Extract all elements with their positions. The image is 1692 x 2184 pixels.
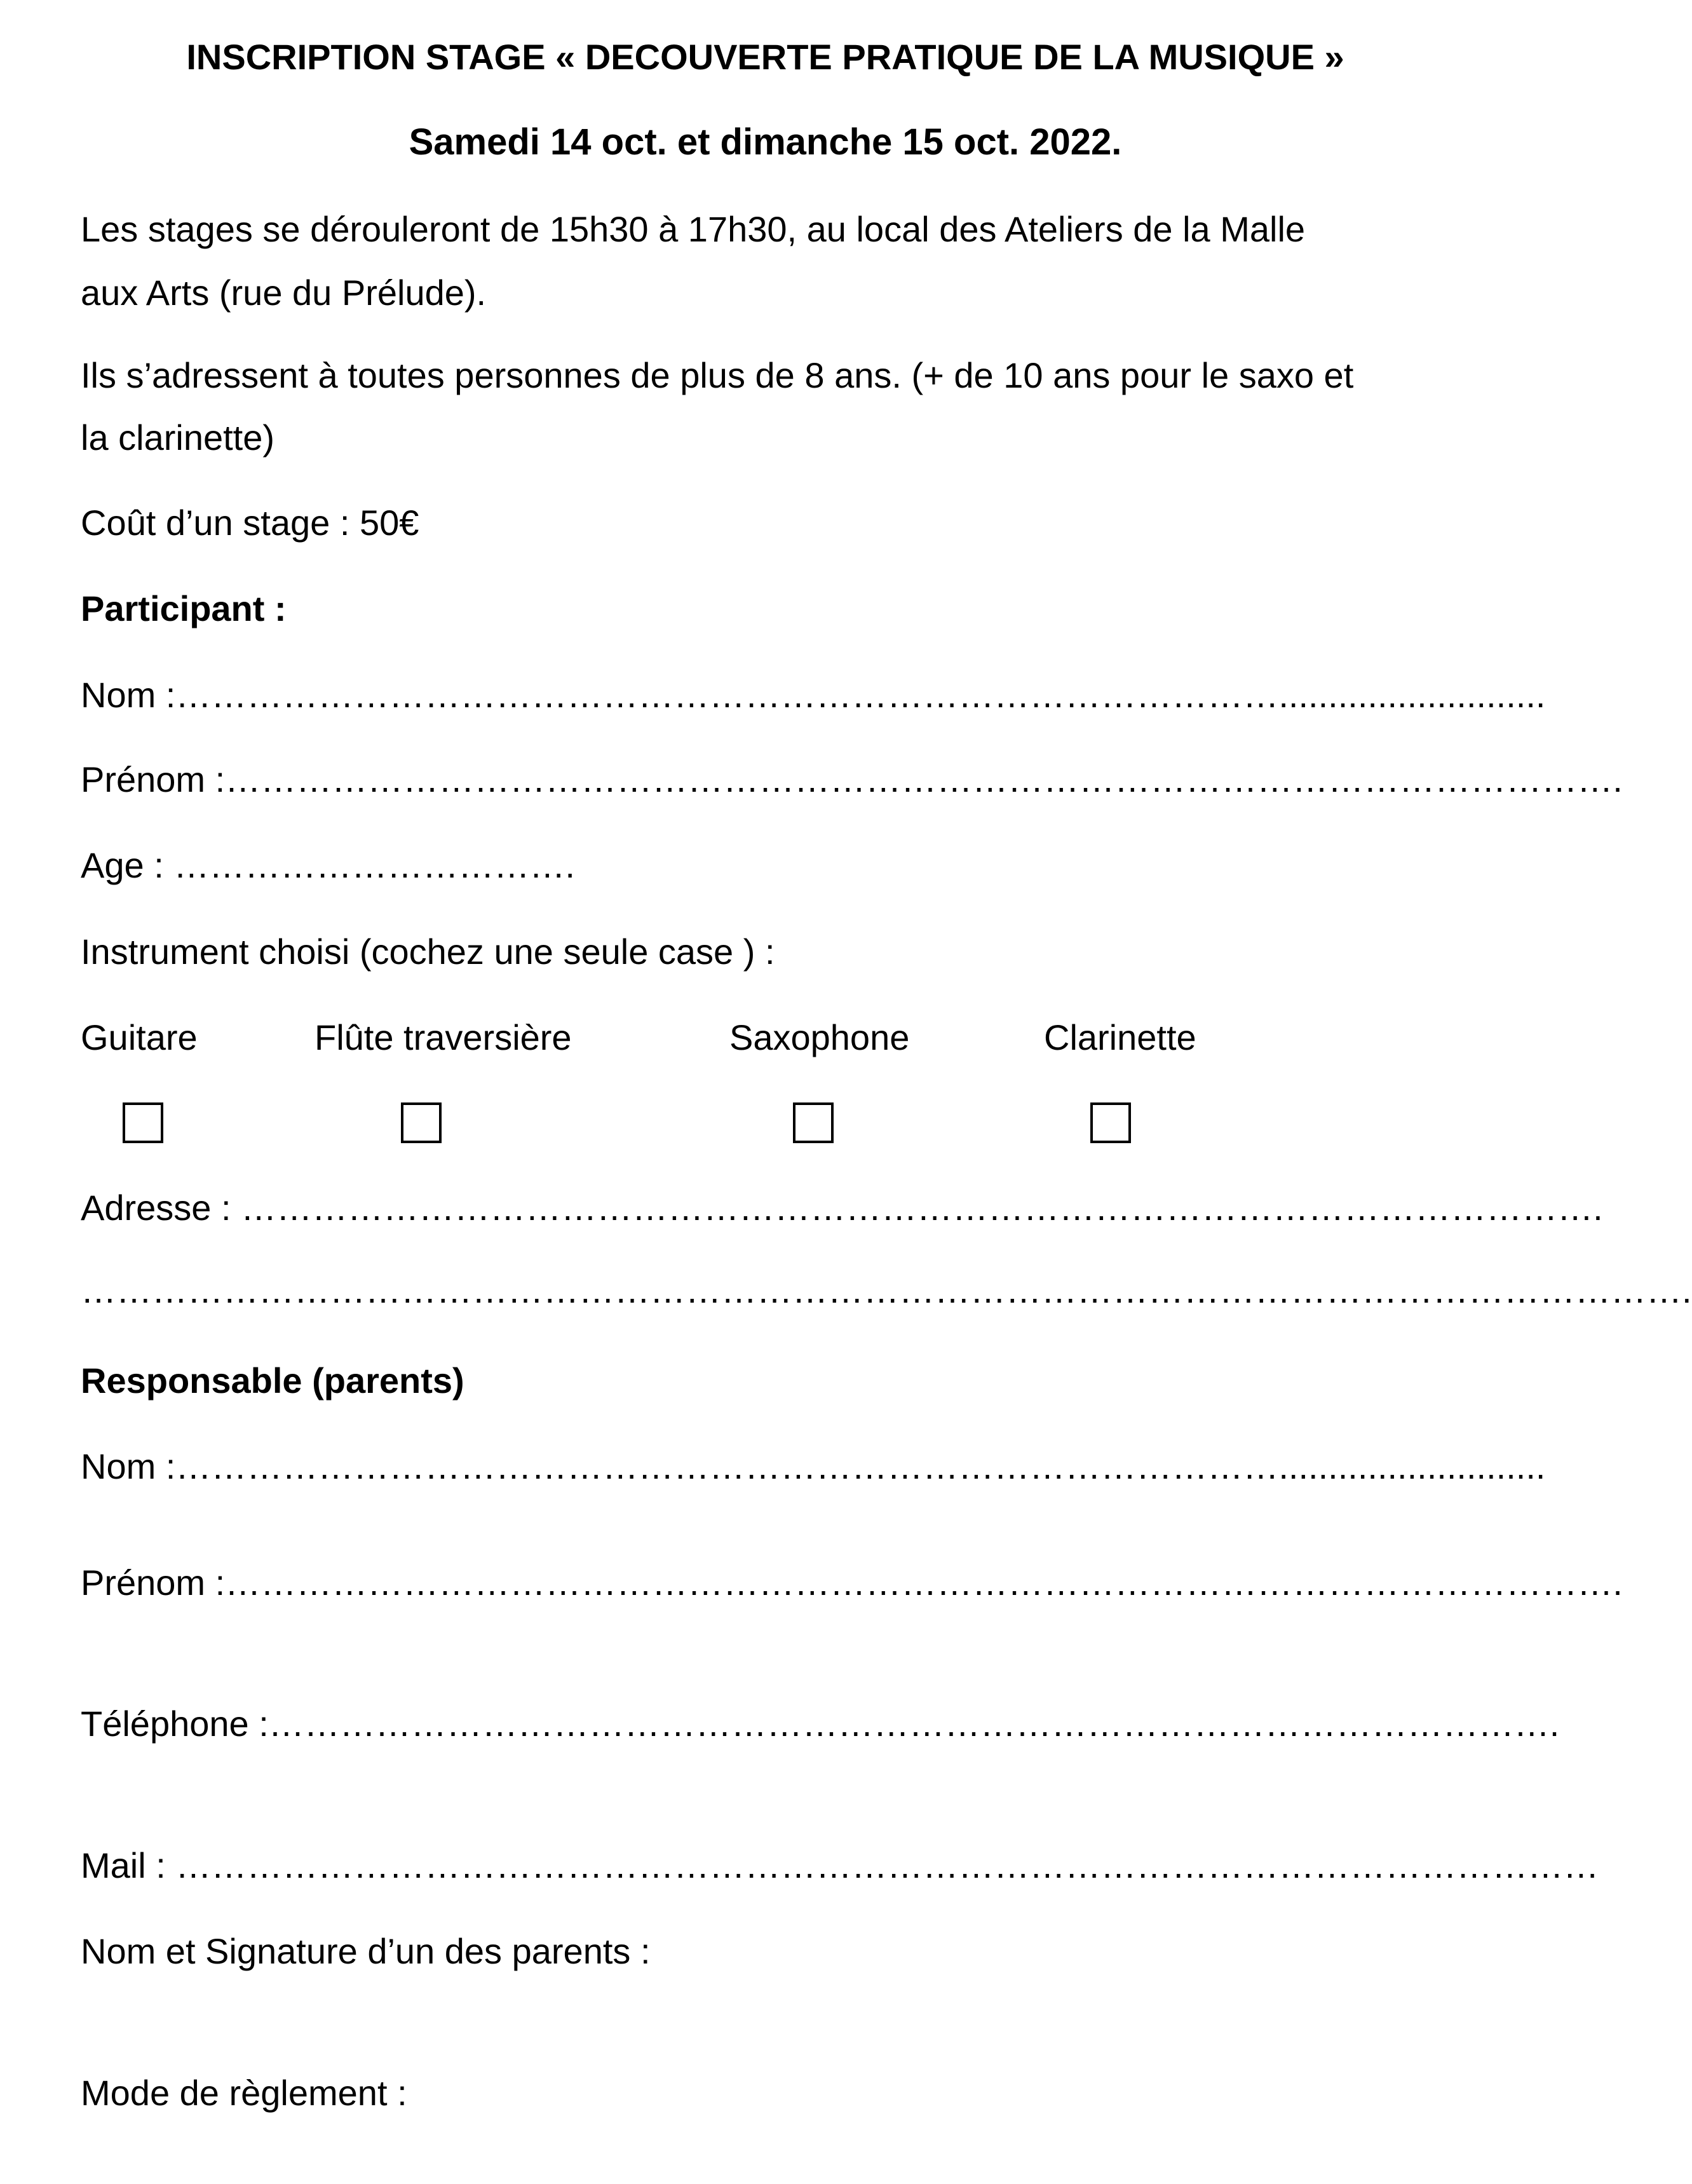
instrument-guitare-label: Guitare bbox=[81, 1017, 198, 1057]
participant-adresse-field-line-2[interactable]: ………………………………………………………………………………………………………………………. bbox=[81, 1270, 1692, 1310]
instrument-flute-label: Flûte traversière bbox=[315, 1017, 572, 1057]
intro-line-1: Les stages se dérouleront de 15h30 à 17h30, au local des Ateliers de la Malle bbox=[81, 209, 1306, 249]
clarinette-checkbox[interactable] bbox=[1090, 1102, 1131, 1143]
guitare-checkbox[interactable] bbox=[123, 1102, 163, 1143]
instrument-label: Instrument choisi (cochez une seule case ) : bbox=[81, 932, 775, 972]
participant-prenom-field[interactable]: Prénom :………………………………………………………………………………………………………. bbox=[81, 759, 1623, 799]
responsable-mail-field[interactable]: Mail : ………………………………………………………………………………………………………… bbox=[81, 1845, 1599, 1885]
participant-adresse-field[interactable]: Adresse : ……………………………………………………………………………………………………. bbox=[81, 1188, 1603, 1228]
responsable-nom-field[interactable]: Nom :…………………………………………………………………………………........................... bbox=[81, 1446, 1546, 1486]
flute-checkbox[interactable] bbox=[401, 1102, 442, 1143]
age-requirement-line-2: la clarinette) bbox=[81, 417, 275, 458]
age-requirement-line-1: Ils s’adressent à toutes personnes de plus de 8 ans. (+ de 10 ans pour le saxo et bbox=[81, 355, 1354, 395]
signature-label: Nom et Signature d’un des parents : bbox=[81, 1931, 651, 1971]
reglement-label: Mode de règlement : bbox=[81, 2073, 407, 2113]
intro-line-2: aux Arts (rue du Prélude). bbox=[81, 273, 487, 313]
participant-nom-field[interactable]: Nom :…………………………………………………………………………………........................... bbox=[81, 675, 1546, 715]
instrument-saxophone-label: Saxophone bbox=[729, 1017, 910, 1057]
responsable-prenom-field[interactable]: Prénom :………………………………………………………………………………………………………. bbox=[81, 1563, 1623, 1603]
responsable-heading: Responsable (parents) bbox=[81, 1360, 464, 1401]
stage-cost: Coût d’un stage : 50€ bbox=[81, 503, 419, 543]
responsable-telephone-field[interactable]: Téléphone :………………………………………………………………………………………………. bbox=[81, 1704, 1560, 1744]
saxophone-checkbox[interactable] bbox=[793, 1102, 834, 1143]
participant-age-field[interactable]: Age : ……………………………. bbox=[81, 845, 575, 885]
stage-dates: Samedi 14 oct. et dimanche 15 oct. 2022. bbox=[409, 121, 1122, 163]
participant-heading: Participant : bbox=[81, 588, 287, 628]
instrument-clarinette-label: Clarinette bbox=[1044, 1017, 1196, 1057]
page-title: INSCRIPTION STAGE « DECOUVERTE PRATIQUE DE LA MUSIQUE » bbox=[186, 37, 1344, 77]
